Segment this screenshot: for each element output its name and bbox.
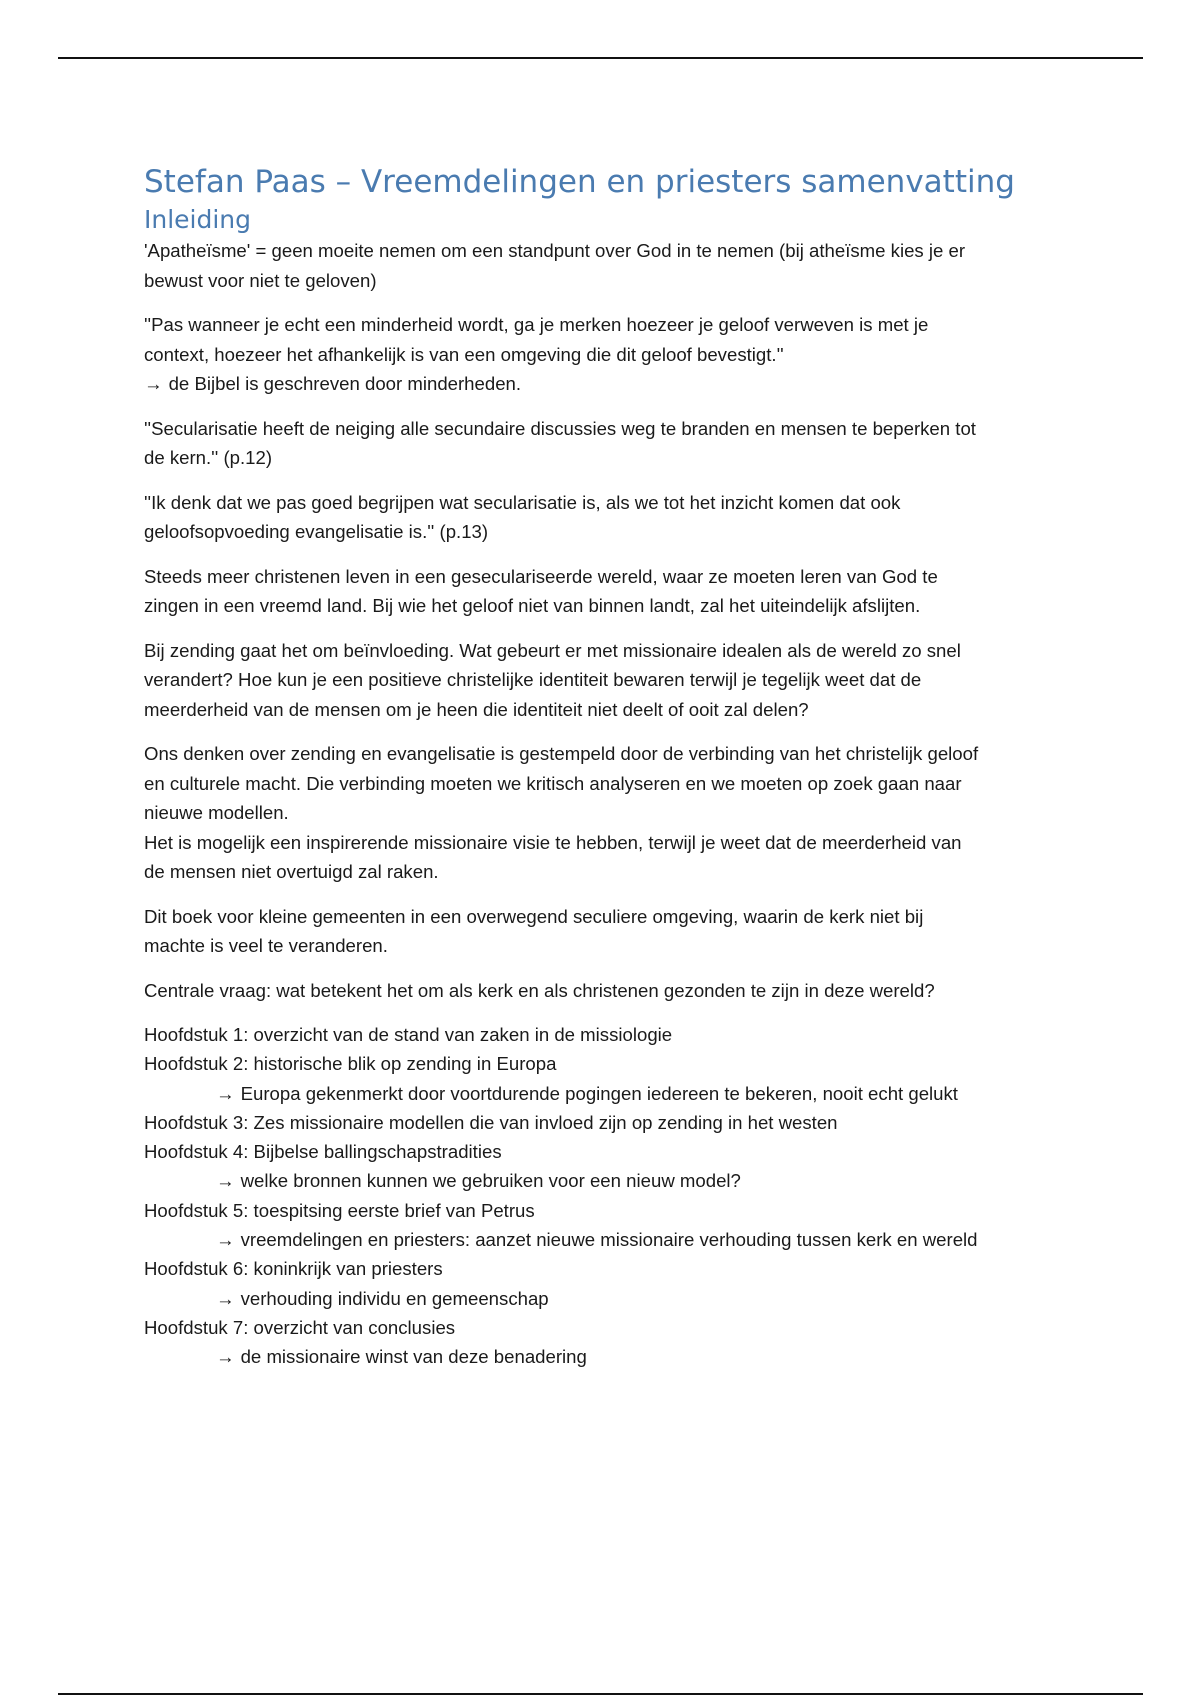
paragraph-arrow-line (144, 369, 1074, 399)
paragraph-line: en culturele macht. Die verbinding moeten we kritisch analyseren en we moeten op zoek gaan naar (144, 772, 962, 794)
paragraph-line: Bij zending gaat het om beïnvloeding. Wat gebeurt er met missionaire idealen als de wereld zo snel (144, 639, 961, 661)
paragraph-line: geloofsopvoeding evangelisatie is.'' (p.13) (144, 521, 489, 542)
paragraph-line: de mensen niet overtuigd zal raken. (144, 861, 439, 882)
chapter-item: Hoofdstuk 2: historische blik op zending in Europa (144, 1053, 557, 1075)
paragraph (144, 976, 1074, 1006)
paragraph-line: Ons denken over zending en evangelisatie is gestempeld door de verbinding van het christelijk geloof (144, 743, 979, 764)
chapter-item: Hoofdstuk 5: toespitsing eerste brief van Petrus (144, 1199, 535, 1221)
paragraph (144, 310, 1074, 399)
paragraph-line: zingen in een vreemd land. Bij wie het geloof niet van binnen landt, zal het uiteindelijk afslijten. (144, 595, 921, 616)
paragraph (144, 739, 1074, 887)
paragraph-line: de kern.'' (p.12) (144, 447, 273, 468)
arrow-icon: → (144, 373, 163, 394)
chapter-item: Hoofdstuk 7: overzicht van conclusies (144, 1316, 456, 1338)
paragraph-line: verandert? Hoe kun je een positieve christelijke identiteit bewaren terwijl je tegelijk weet dat de (144, 669, 922, 690)
page-bottom-rule (58, 1693, 1143, 1695)
paragraph-line: Centrale vraag: wat betekent het om als kerk en als christenen gezonden te zijn in deze wereld? (144, 979, 935, 1001)
paragraph (144, 488, 1074, 547)
chapter-item: Hoofdstuk 1: overzicht van de stand van zaken in de missiologie (144, 1024, 673, 1045)
paragraph-list (144, 236, 1074, 1005)
arrow-icon: → (216, 1287, 235, 1309)
chapter-subitem-text: verhouding individu en gemeenschap (240, 1287, 549, 1309)
paragraph (144, 414, 1074, 473)
chapter-item: Hoofdstuk 4: Bijbelse ballingschapstradities (144, 1141, 502, 1163)
paragraph-arrow-text: de Bijbel is geschreven door minderheden. (168, 373, 522, 394)
paragraph-line: ''Pas wanneer je echt een minderheid wordt, ga je merken hoezeer je geloof verweven is met je (144, 314, 929, 335)
paragraph (144, 562, 1074, 621)
page-top-rule (58, 57, 1143, 59)
document-body (144, 162, 1074, 1372)
paragraph (144, 636, 1074, 725)
paragraph-line: bewust voor niet te geloven) (144, 269, 377, 291)
paragraph-line: Steeds meer christenen leven in een geseculariseerde wereld, waar ze moeten leren van God te (144, 565, 938, 587)
chapter-item: Hoofdstuk 3: Zes missionaire modellen die van invloed zijn op zending in het westen (144, 1111, 838, 1133)
section-heading-inleiding: Inleiding (144, 205, 252, 234)
paragraph-line: context, hoezeer het afhankelijk is van een omgeving die dit geloof bevestigt.'' (144, 343, 784, 365)
chapter-subitem (144, 1284, 1074, 1313)
paragraph (144, 236, 1074, 295)
paragraph-line: Dit boek voor kleine gemeenten in een overwegend seculiere omgeving, waarin de kerk niet bij (144, 905, 924, 927)
paragraph-line: Het is mogelijk een inspirerende missionaire visie te hebben, terwijl je weet dat de meerderheid van (144, 831, 962, 853)
chapter-subitem (144, 1342, 1074, 1371)
chapter-subitem-text: vreemdelingen en priesters: aanzet nieuwe missionaire verhouding tussen kerk en wereld (240, 1229, 978, 1251)
paragraph-line: ''Ik denk dat we pas goed begrijpen wat secularisatie is, als we tot het inzicht komen dat ook (144, 491, 901, 513)
chapter-subitem (144, 1079, 1074, 1108)
paragraph-line: nieuwe modellen. (144, 802, 289, 823)
paragraph-line: ''Secularisatie heeft de neiging alle secundaire discussies weg te branden en mensen te beperken tot (144, 417, 976, 439)
document-title: Stefan Paas – Vreemdelingen en priesters samenvatting (144, 164, 1015, 200)
arrow-icon: → (216, 1170, 235, 1192)
chapter-item: Hoofdstuk 6: koninkrijk van priesters (144, 1258, 443, 1280)
paragraph (144, 902, 1074, 961)
arrow-icon: → (216, 1082, 235, 1104)
chapter-subitem (144, 1225, 1074, 1254)
chapter-subitem (144, 1166, 1074, 1195)
chapter-subitem-text: de missionaire winst van deze benadering (240, 1346, 587, 1368)
paragraph-line: meerderheid van de mensen om je heen die identiteit niet deelt of ooit zal delen? (144, 698, 809, 720)
chapter-subitem-text: welke bronnen kunnen we gebruiken voor een nieuw model? (240, 1170, 741, 1192)
chapter-list (144, 1020, 1074, 1372)
arrow-icon: → (216, 1229, 235, 1251)
paragraph-line: 'Apatheïsme' = geen moeite nemen om een standpunt over God in te nemen (bij atheïsme kies je er (144, 240, 966, 261)
paragraph-line: machte is veel te veranderen. (144, 935, 388, 956)
chapter-subitem-text: Europa gekenmerkt door voortdurende pogingen iedereen te bekeren, nooit echt gelukt (240, 1082, 958, 1104)
arrow-icon: → (216, 1346, 235, 1368)
